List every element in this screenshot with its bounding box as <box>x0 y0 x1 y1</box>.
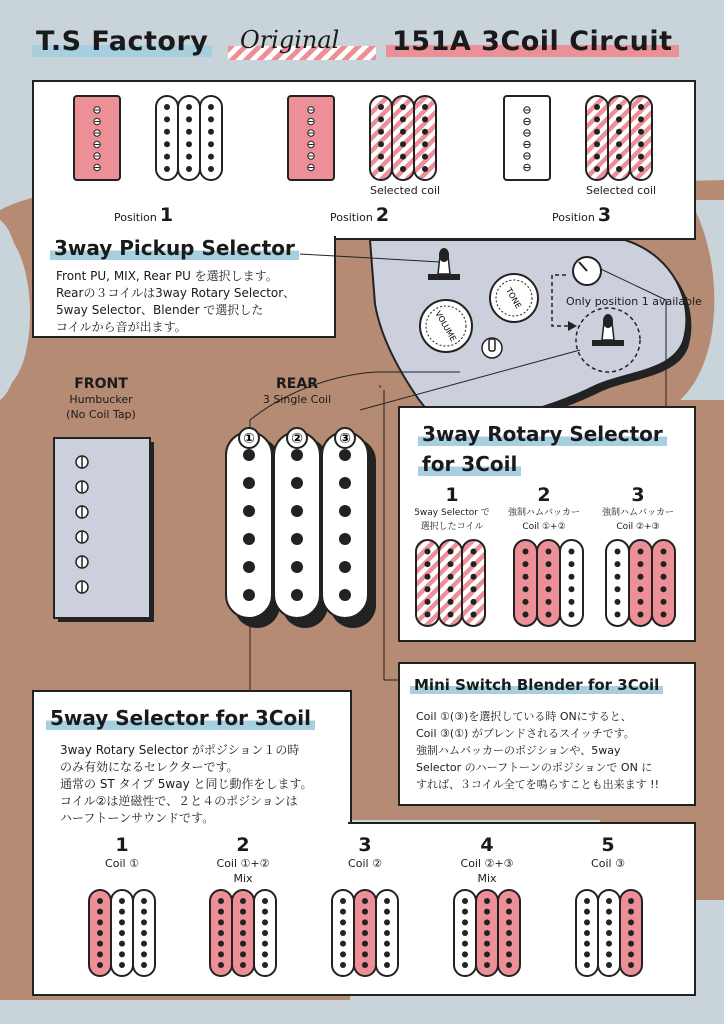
front-pickup-heading <box>46 376 156 422</box>
pole-piece <box>448 612 454 618</box>
pole-piece <box>615 599 621 605</box>
pole-piece <box>628 930 634 936</box>
pole-piece <box>262 941 268 947</box>
pole-piece <box>569 561 575 567</box>
pole-piece <box>615 612 621 618</box>
pole-piece <box>569 574 575 580</box>
pole-piece <box>615 586 621 592</box>
pickup-selector-title: 3way Pickup Selector <box>50 236 299 260</box>
pole-piece <box>362 919 368 925</box>
pole-piece <box>425 599 431 605</box>
pole-piece <box>462 898 468 904</box>
pole-piece <box>546 574 552 580</box>
position-1-label: Position 1 <box>114 204 174 226</box>
pole-piece <box>506 909 512 915</box>
pole-piece <box>628 898 634 904</box>
pole-piece <box>240 951 246 957</box>
fiveway-item-4: 4 Coil ②+③ Mix <box>460 834 514 885</box>
pole-piece <box>584 930 590 936</box>
pole-piece <box>262 909 268 915</box>
rotary-title-1: 3way Rotary Selector <box>418 422 667 446</box>
pole-piece <box>218 919 224 925</box>
pickup-selector-switch-icon[interactable] <box>424 246 464 286</box>
tone-label: TONE <box>504 286 524 311</box>
coil-number-3: ③ <box>339 431 351 447</box>
position-2-label: Position 2 <box>330 204 390 226</box>
pole-piece <box>119 898 125 904</box>
header-title-left: T.S Factory <box>32 26 212 57</box>
front-sub2: (No Coil Tap) <box>66 408 136 421</box>
pole-piece <box>523 599 529 605</box>
rear-title: REAR <box>276 376 318 392</box>
only-position-note: Only position 1 available <box>566 295 702 308</box>
pole-piece <box>240 909 246 915</box>
front-sub1: Humbucker <box>69 393 133 406</box>
pole-piece <box>628 941 634 947</box>
pole-piece <box>661 612 667 618</box>
pole-piece <box>506 941 512 947</box>
pole-piece <box>384 909 390 915</box>
pole-piece <box>218 909 224 915</box>
pole-piece <box>484 909 490 915</box>
pole-piece <box>471 612 477 618</box>
rear-sub: 3 Single Coil <box>262 393 332 406</box>
front-humbucker-pickup <box>52 436 158 626</box>
pole-piece <box>569 599 575 605</box>
pole-piece <box>339 589 351 601</box>
pole-piece <box>523 549 529 555</box>
rotary-item-1: 1 5way Selector で 選択したコイル <box>414 484 490 532</box>
pole-piece <box>141 919 147 925</box>
pole-piece <box>471 599 477 605</box>
pole-piece <box>141 898 147 904</box>
pole-piece <box>384 962 390 968</box>
header-title-right: 151A 3Coil Circuit <box>386 26 679 57</box>
pole-piece <box>448 561 454 567</box>
pole-piece <box>262 951 268 957</box>
pole-piece <box>262 898 268 904</box>
pole-piece <box>240 930 246 936</box>
fiveway-item-5: 5 Coil ③ <box>591 834 625 870</box>
pole-piece <box>97 941 103 947</box>
pole-piece <box>384 919 390 925</box>
pole-piece <box>584 919 590 925</box>
pole-piece <box>546 612 552 618</box>
pole-piece <box>339 449 351 461</box>
pole-piece <box>218 951 224 957</box>
fiveway-switch-icon[interactable] <box>588 312 628 352</box>
pole-piece <box>218 898 224 904</box>
pole-piece <box>628 919 634 925</box>
pole-piece <box>462 962 468 968</box>
pole-piece <box>462 941 468 947</box>
pole-piece <box>240 919 246 925</box>
rotary-coils <box>398 536 694 632</box>
pole-piece <box>119 909 125 915</box>
pole-piece <box>339 561 351 573</box>
pole-piece <box>448 586 454 592</box>
pole-piece <box>448 549 454 555</box>
pole-piece <box>462 919 468 925</box>
fiveway-title: 5way Selector for 3Coil <box>46 706 315 730</box>
pole-piece <box>243 449 255 461</box>
pole-piece <box>484 941 490 947</box>
pole-piece <box>462 930 468 936</box>
pole-piece <box>638 586 644 592</box>
pole-piece <box>661 561 667 567</box>
pole-piece <box>425 586 431 592</box>
volume-label: VOLUME <box>433 309 458 344</box>
pole-piece <box>471 549 477 555</box>
pole-piece <box>340 909 346 915</box>
pole-piece <box>471 561 477 567</box>
pole-piece <box>523 612 529 618</box>
pole-piece <box>523 574 529 580</box>
fiveway-item-1: 1 Coil ① <box>105 834 139 870</box>
pole-piece <box>584 951 590 957</box>
pole-piece <box>339 505 351 517</box>
pole-piece <box>141 962 147 968</box>
pole-piece <box>218 962 224 968</box>
pole-piece <box>638 549 644 555</box>
tone-knob-icon[interactable] <box>488 272 540 324</box>
pole-piece <box>340 930 346 936</box>
pole-piece <box>628 909 634 915</box>
pole-piece <box>638 612 644 618</box>
pole-piece <box>628 951 634 957</box>
pole-piece <box>119 951 125 957</box>
pole-piece <box>243 505 255 517</box>
pole-piece <box>119 919 125 925</box>
pole-piece <box>243 477 255 489</box>
pole-piece <box>362 951 368 957</box>
pole-piece <box>484 930 490 936</box>
rotary-item-2: 2 強制ハムバッカー Coil ①+② <box>507 484 580 532</box>
pole-piece <box>462 951 468 957</box>
fiveway-coils <box>32 888 696 980</box>
pole-piece <box>584 898 590 904</box>
pole-piece <box>425 612 431 618</box>
fiveway-item-2: 2 Coil ①+② Mix <box>216 834 270 885</box>
pole-piece <box>484 898 490 904</box>
pole-piece <box>462 909 468 915</box>
pole-piece <box>291 477 303 489</box>
pole-piece <box>546 561 552 567</box>
pole-piece <box>339 533 351 545</box>
pole-piece <box>243 561 255 573</box>
pole-piece <box>638 599 644 605</box>
pole-piece <box>606 951 612 957</box>
pole-piece <box>471 574 477 580</box>
pole-piece <box>484 919 490 925</box>
pole-piece <box>218 941 224 947</box>
pole-piece <box>362 962 368 968</box>
pole-piece <box>141 930 147 936</box>
pole-piece <box>506 930 512 936</box>
pole-piece <box>97 951 103 957</box>
position-3-label: Position 3 <box>552 204 612 226</box>
rotary-item-3: 3 強制ハムバッカー Coil ②+③ <box>601 484 674 532</box>
pole-piece <box>448 574 454 580</box>
mini-switch-icon[interactable] <box>480 334 504 362</box>
pole-piece <box>240 941 246 947</box>
pole-piece <box>97 919 103 925</box>
pickup-selector-desc: Front PU, MIX, Rear PU を選択します。 Rearの３コイルは3way Rotary Selector、 5way Selector、Blender で選択した コイルから音が出ます。 <box>56 269 296 334</box>
pole-piece <box>240 962 246 968</box>
pole-piece <box>141 909 147 915</box>
pole-piece <box>546 586 552 592</box>
volume-knob-icon[interactable] <box>418 298 474 354</box>
pole-piece <box>546 549 552 555</box>
pole-piece <box>291 561 303 573</box>
pole-piece <box>425 549 431 555</box>
pole-piece <box>362 898 368 904</box>
pole-piece <box>546 599 552 605</box>
pole-piece <box>584 909 590 915</box>
pole-piece <box>262 919 268 925</box>
rear-pickup-heading <box>240 376 354 407</box>
pole-piece <box>119 941 125 947</box>
pole-piece <box>484 951 490 957</box>
pole-piece <box>340 898 346 904</box>
pole-piece <box>484 962 490 968</box>
pole-piece <box>243 533 255 545</box>
pole-piece <box>218 930 224 936</box>
pole-piece <box>606 919 612 925</box>
pole-piece <box>615 561 621 567</box>
pole-piece <box>661 574 667 580</box>
pole-piece <box>661 586 667 592</box>
pole-piece <box>340 941 346 947</box>
pole-piece <box>471 586 477 592</box>
pole-piece <box>606 909 612 915</box>
pole-piece <box>584 941 590 947</box>
pole-piece <box>141 941 147 947</box>
rotary-selector-knob-icon[interactable] <box>570 254 604 288</box>
pole-piece <box>661 599 667 605</box>
coil-number-1: ① <box>243 431 255 447</box>
fiveway-item-3: 3 Coil ② <box>348 834 382 870</box>
pole-piece <box>97 909 103 915</box>
pole-piece <box>291 449 303 461</box>
pole-piece <box>615 549 621 555</box>
pole-piece <box>340 962 346 968</box>
coil-number-2: ② <box>291 431 303 447</box>
header-title-script: Original <box>240 26 340 54</box>
pole-piece <box>628 962 634 968</box>
pole-piece <box>606 930 612 936</box>
pole-piece <box>362 909 368 915</box>
pole-piece <box>606 941 612 947</box>
blender-title: Mini Switch Blender for 3Coil <box>410 676 663 694</box>
pole-piece <box>119 962 125 968</box>
position-2-selected-coil: Selected coil <box>370 184 441 197</box>
pole-piece <box>262 930 268 936</box>
pole-piece <box>425 574 431 580</box>
front-title: FRONT <box>74 376 128 392</box>
pole-piece <box>291 589 303 601</box>
pole-piece <box>606 962 612 968</box>
blender-desc: Coil ①(③)を選択している時 ONにすると、 Coil ③(①) がブレンドされるスイッチです。 強制ハムバッカーのポジションや、5way Selector のハーフトーンのポジションで ON に すれば、３コイル全てを鳴らすことも出来ます !! <box>416 710 659 791</box>
pole-piece <box>506 919 512 925</box>
pole-piece <box>523 561 529 567</box>
pole-piece <box>119 930 125 936</box>
pole-piece <box>141 951 147 957</box>
pole-piece <box>362 941 368 947</box>
pole-piece <box>661 549 667 555</box>
pole-piece <box>638 561 644 567</box>
pole-piece <box>262 962 268 968</box>
pole-piece <box>584 962 590 968</box>
pole-piece <box>384 951 390 957</box>
pole-piece <box>523 586 529 592</box>
pole-piece <box>606 898 612 904</box>
pole-piece <box>638 574 644 580</box>
position-3-selected-coil: Selected coil <box>586 184 657 197</box>
pole-piece <box>340 951 346 957</box>
pole-piece <box>569 612 575 618</box>
pole-piece <box>291 533 303 545</box>
pole-piece <box>362 930 368 936</box>
pole-piece <box>291 505 303 517</box>
pole-piece <box>615 574 621 580</box>
pole-piece <box>97 962 103 968</box>
pole-piece <box>384 941 390 947</box>
pole-piece <box>569 586 575 592</box>
pole-piece <box>384 898 390 904</box>
rear-single-coils <box>222 424 382 628</box>
pole-piece <box>243 589 255 601</box>
pole-piece <box>506 898 512 904</box>
pole-piece <box>506 962 512 968</box>
pole-piece <box>448 599 454 605</box>
pole-piece <box>97 898 103 904</box>
rotary-title-2: for 3Coil <box>418 452 521 476</box>
pole-piece <box>384 930 390 936</box>
pole-piece <box>97 930 103 936</box>
pole-piece <box>339 477 351 489</box>
pole-piece <box>240 898 246 904</box>
pole-piece <box>425 561 431 567</box>
pole-piece <box>569 549 575 555</box>
fiveway-desc: 3way Rotary Selector がポジション１の時 のみ有効になるセレクターです。 通常の ST タイプ 5way と同じ動作をします。 コイル②は逆磁性で、２と４のポジションは ハーフトーンサウンドです。 <box>60 743 313 825</box>
pole-piece <box>506 951 512 957</box>
pole-piece <box>340 919 346 925</box>
